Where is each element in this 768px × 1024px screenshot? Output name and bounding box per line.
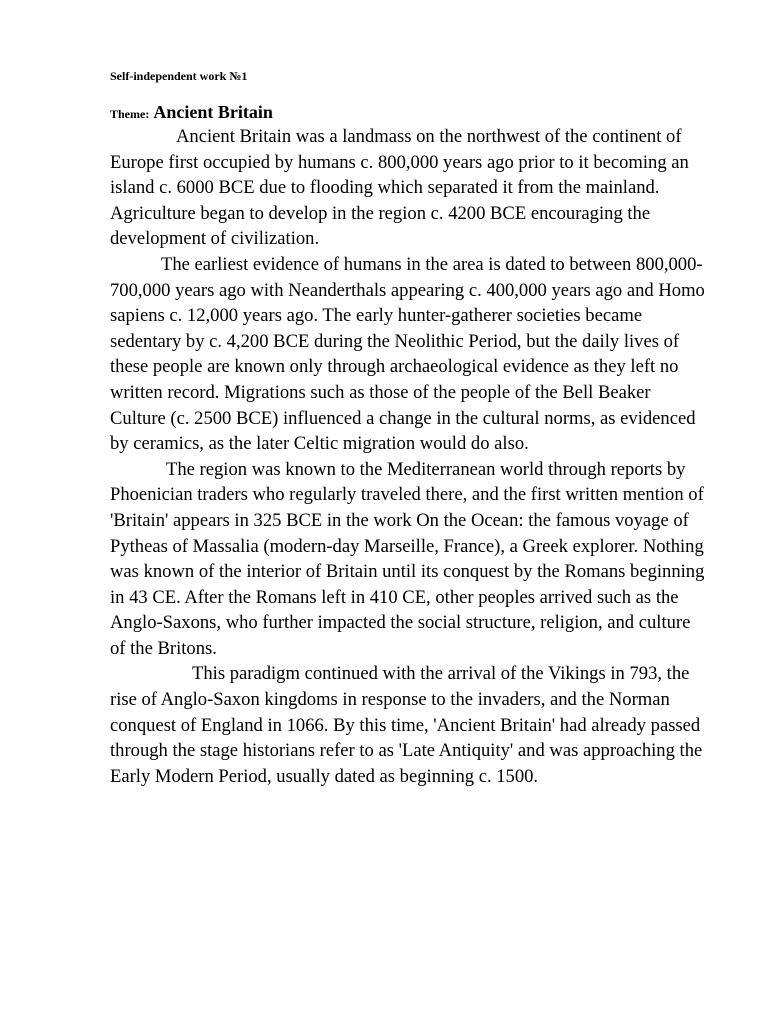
paragraph: The region was known to the Mediterranean world through reports by Phoenician traders who regularly traveled there, and the first written mention of 'Britain' appears in 325 BCE in the work On the Ocean: the famous voyage of Pytheas of Massalia (modern-day Marseille, France), a Greek explorer. Nothing was known of the interior of Britain until its conquest by the Romans beginning in 43 CE. After the Romans left in 410 CE, other peoples arrived such as the Anglo-Saxons, who further impacted the social structure, religion, and culture of the Britons. — [110, 458, 705, 659]
document-heading: Self-independent work №1 — [110, 69, 248, 83]
theme-title: Ancient Britain — [153, 102, 273, 122]
paragraph: This paradigm continued with the arrival of the Vikings in 793, the rise of Anglo-Saxon kingdoms in response to the invaders, and the Norman conquest of England in 1066. By this time, 'Ancient Britain' had already passed through the stage historians refer to as 'Late Antiquity' and was approaching the Early Modern Period, usually dated as beginning c. 1500. — [110, 663, 703, 787]
paragraph: The earliest evidence of humans in the area is dated to between 800,000-700,000 years ago with Neanderthals appearing c. 400,000 years ago and Homo sapiens c. 12,000 years ago. The early hunter-gatherer societies became sedentary by c. 4,200 BCE during the Neolithic Period, but the daily lives of these people are known only through archaeological evidence as they left no written record. Migrations such as those of the people of the Bell Beaker Culture (c. 2500 BCE) influenced a change in the cultural norms, as evidenced by ceramics, as the later Celtic migration would do also. — [110, 253, 705, 455]
theme-label: Theme: — [110, 107, 150, 121]
document-body — [110, 124, 710, 789]
paragraph: Ancient Britain was a landmass on the northwest of the continent of Europe first occupied by humans c. 800,000 years ago prior to it becoming an island c. 6000 BCE due to flooding which separated it from the mainland. Agriculture began to develop in the region c. 4200 BCE encouraging the development of civilization. — [110, 126, 689, 250]
theme-line — [110, 102, 273, 123]
